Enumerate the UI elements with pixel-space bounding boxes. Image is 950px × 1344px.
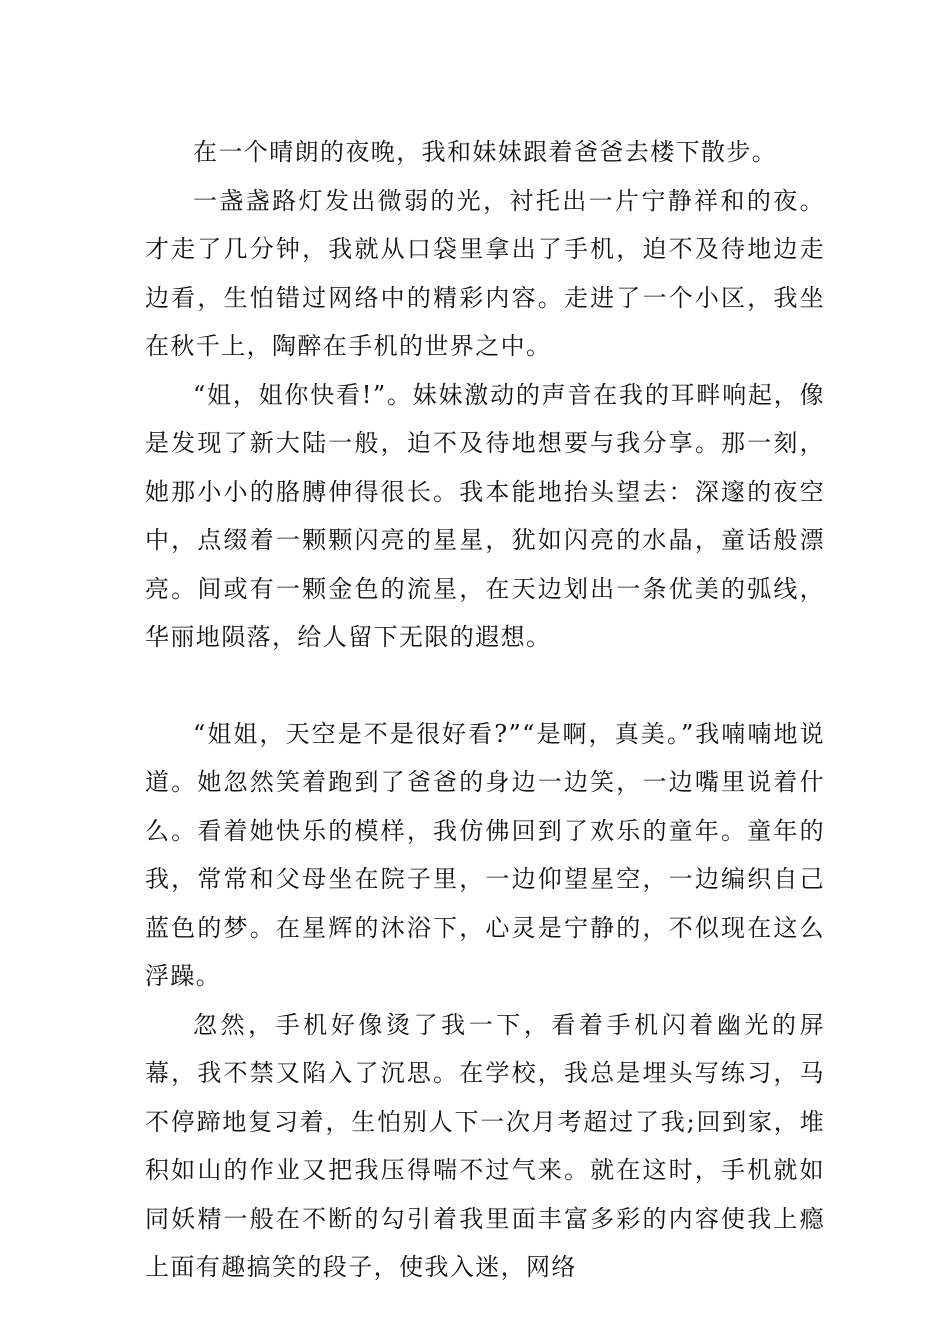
- paragraph-3: “姐，姐你快看!”。妹妹激动的声音在我的耳畔响起，像是发现了新大陆一般，迫不及待地想要与我分享。那一刻，她那小小的胳膊伸得很长。我本能地抬头望去：深邃的夜空中，点缀着一颗颗闪亮的星星，犹如闪亮的水晶，童话般漂亮。间或有一颗金色的流星，在天边划出一条优美的弧线，华丽地陨落，给人留下无限的遐想。: [145, 380, 825, 651]
- paragraph-4: “姐姐，天空是不是很好看?”“是啊，真美。”我喃喃地说道。她忽然笑着跑到了爸爸的身边一边笑，一边嘴里说着什么。看着她快乐的模样，我仿佛回到了欢乐的童年。童年的我，常常和父母坐在院子里，一边仰望星空，一边编织自己蓝色的梦。在星辉的沐浴下，心灵是宁静的，不似现在这么浮躁。: [145, 719, 825, 990]
- paragraph-gap: [145, 662, 825, 710]
- paragraph-2: 一盏盏路灯发出微弱的光，衬托出一片宁静祥和的夜。才走了几分钟，我就从口袋里拿出了手机，迫不及待地边走边看，生怕错过网络中的精彩内容。走进了一个小区，我坐在秋千上，陶醉在手机的世界之中。: [145, 186, 825, 360]
- article-body: [145, 128, 825, 1292]
- paragraph-1: 在一个晴朗的夜晚，我和妹妹跟着爸爸去楼下散步。: [193, 138, 778, 166]
- paragraph-5: 忽然，手机好像烫了我一下，看着手机闪着幽光的屏幕，我不禁又陷入了沉思。在学校，我总是埋头写练习，马不停蹄地复习着，生怕别人下一次月考超过了我;回到家，堆积如山的作业又把我压得喘不过气来。就在这时，手机就如同妖精一般在不断的勾引着我里面丰富多彩的内容使我上瘾上面有趣搞笑的段子，使我入迷，网络: [145, 1010, 825, 1281]
